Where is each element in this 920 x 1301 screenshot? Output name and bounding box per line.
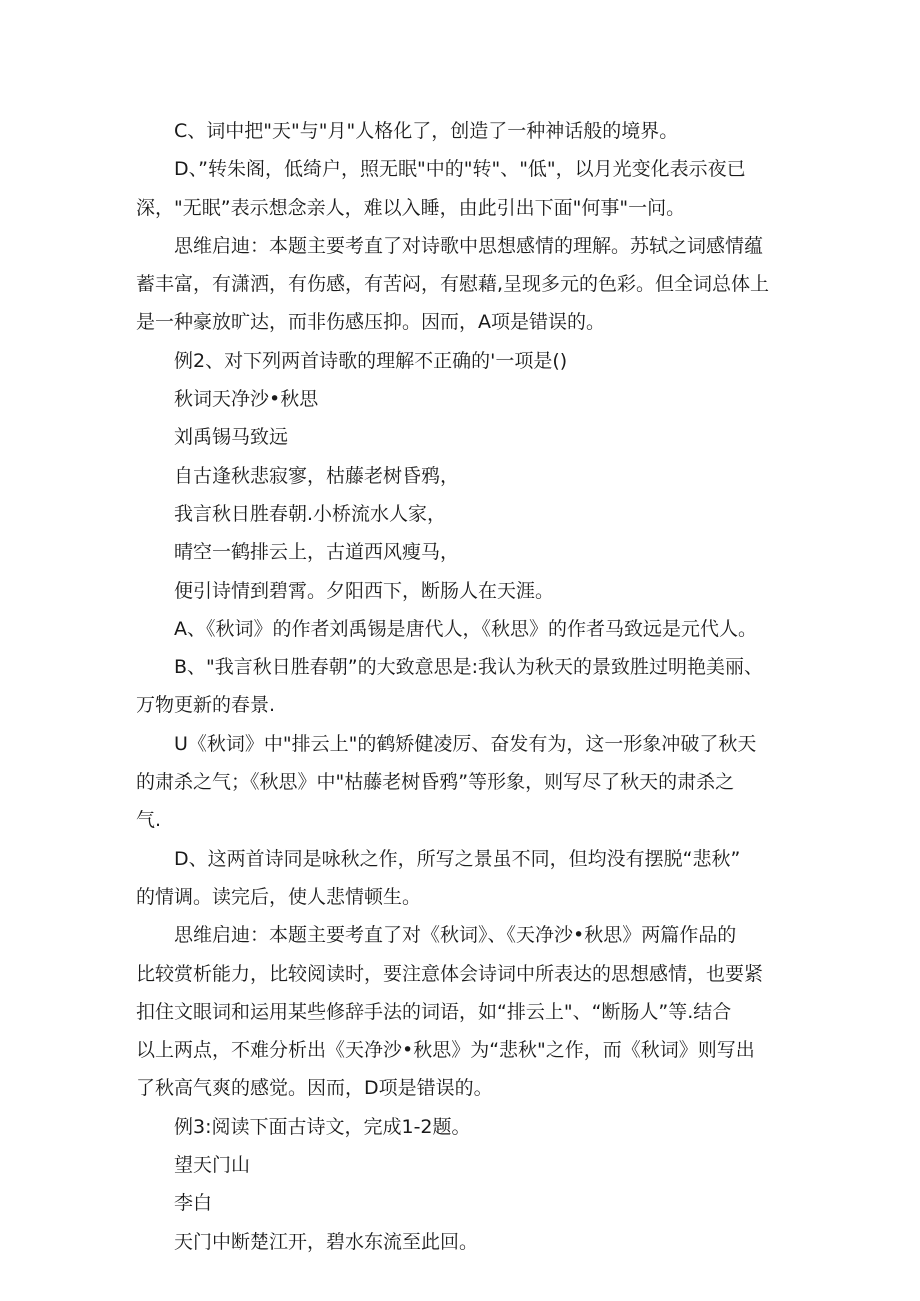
text-line: 李白 xyxy=(174,1192,213,1215)
text-line: A、《秋词》的作者刘禹锡是唐代人，《秋思》的作者马致远是元代人。 xyxy=(174,617,757,640)
text-line: 秋词天净沙•秋思 xyxy=(174,388,319,411)
text-line: 望天门山 xyxy=(174,1154,251,1177)
text-line: 蓄丰富，有潇洒，有伤感，有苦闷，有慰藉,呈现多元的色彩。但全词总体上 xyxy=(136,273,770,296)
text-line: D、”转朱阁，低绮户，照无眠"中的"转"、"低"，以月光变化表示夜已 xyxy=(174,158,746,181)
text-line: 比较赏析能力，比较阅读时，要注意体会诗词中所表达的思想感情，也要紧 xyxy=(136,962,764,985)
text-line: 了秋高气爽的感觉。因而，D项是错误的。 xyxy=(136,1077,493,1100)
text-line: 扣住文眼词和运用某些修辞手法的词语，如“排云上"、“断肠人”等.结合 xyxy=(136,1000,732,1023)
text-line: 思维启迪：本题主要考直了对诗歌中思想感情的理解。苏轼之词感情蕴 xyxy=(174,234,764,257)
text-line: 晴空一鹤排云上，古道西风瘦马， xyxy=(174,541,460,564)
text-line: 以上两点，不难分析出《天净沙•秋思》为“悲秋"之作，而《秋词》则写出 xyxy=(136,1039,755,1062)
text-line: B、"我言秋日胜春朝”的大致意思是:我认为秋天的景致胜过明艳美丽、 xyxy=(174,656,764,679)
text-line: 深，"无眠”表示想念亲人，难以入睡，由此引出下面"何事"一问。 xyxy=(136,196,686,219)
text-line: 的肃杀之气；《秋思》中"枯藤老树昏鸦”等形象，则写尽了秋天的肃杀之 xyxy=(136,771,735,794)
text-line: U《秋词》中"排云上"的鹤矫健凌厉、奋发有为，这一形象冲破了秋天 xyxy=(174,732,757,755)
text-line: 气. xyxy=(136,809,162,832)
text-line: 例3:阅读下面古诗文，完成1-2题。 xyxy=(174,1115,471,1138)
text-line: 例2、对下列两首诗歌的理解不正确的'一项是() xyxy=(174,349,568,372)
text-line: 便引诗情到碧霄。夕阳西下，断肠人在天涯。 xyxy=(174,579,555,602)
text-line: C、词中把"天"与"月"人格化了，创造了一种神话般的境界。 xyxy=(174,120,679,142)
text-line: 刘禹锡马致远 xyxy=(174,426,289,449)
text-line: 的情调。读完后，使人悲情顿生。 xyxy=(136,885,422,908)
text-line: 是一种豪放旷达，而非伤感压抑。因而，A项是错误的。 xyxy=(136,311,605,334)
text-line: 自古逢秋悲寂寥，枯藤老树昏鸦， xyxy=(174,464,460,487)
text-line: 天门中断楚江开，碧水东流至此回。 xyxy=(174,1230,479,1253)
text-line: 思维启迪：本题主要考直了对《秋词》、《天净沙•秋思》两篇作品的 xyxy=(174,924,737,947)
document-body xyxy=(136,112,796,1261)
text-line: 我言秋日胜春朝.小桥流水人家， xyxy=(174,502,447,525)
text-line: D、这两首诗同是咏秋之作，所写之景虽不同，但均没有摆脱“悲秋” xyxy=(174,847,741,870)
text-line: 万物更新的春景. xyxy=(136,694,276,717)
